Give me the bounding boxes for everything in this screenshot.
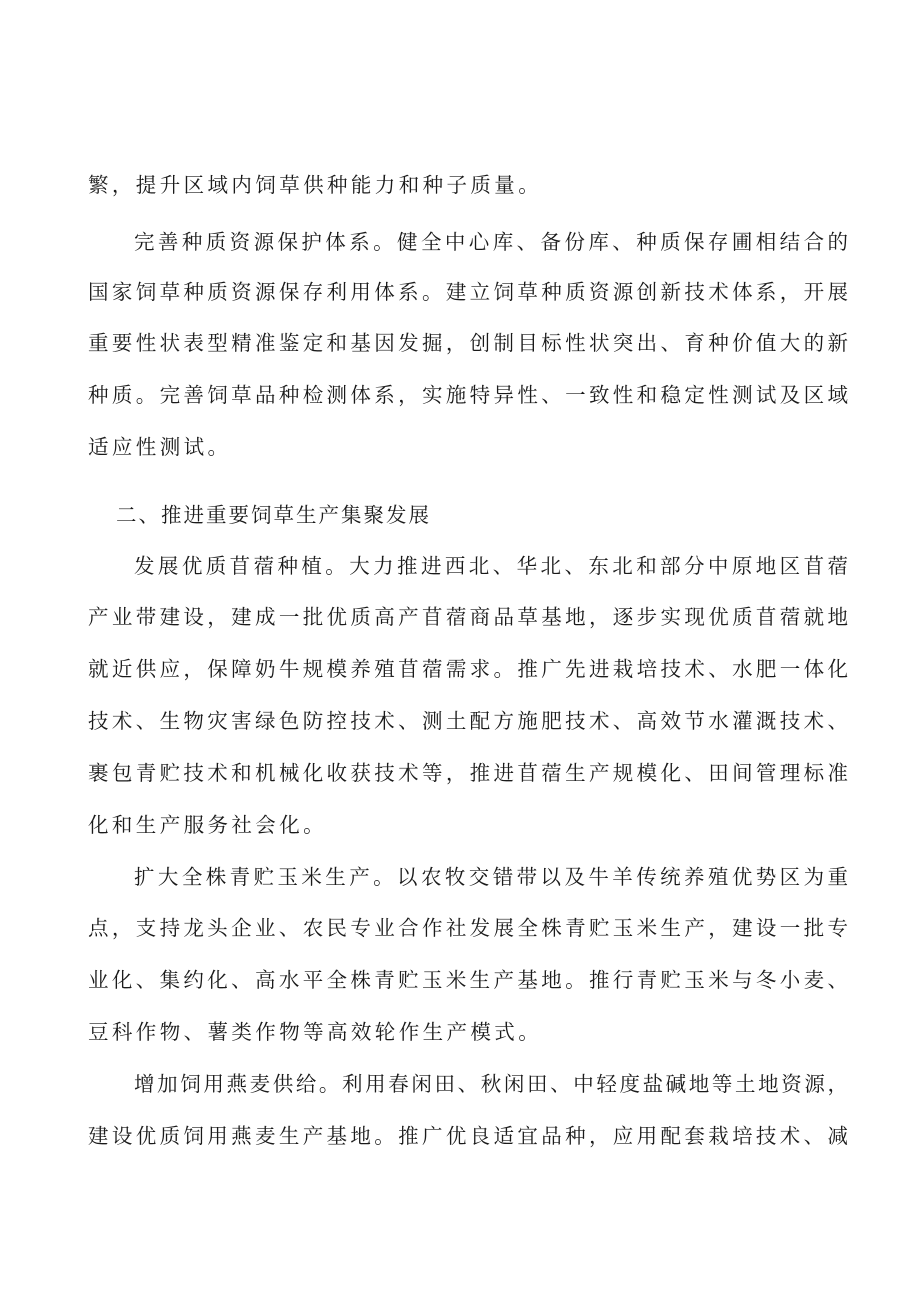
paragraph-line: 化和生产服务社会化。 (88, 813, 327, 837)
paragraph-line: 国家饲草种质资源保存利用体系。建立饲草种质资源创新技术体系，开展 (88, 280, 848, 304)
paragraph-line: 裹包青贮技术和机械化收获技术等，推进苜蓿生产规模化、田间管理标准 (88, 761, 848, 785)
paragraph-line: 发展优质苜蓿种植。大力推进西北、华北、东北和部分中原地区苜蓿 (134, 554, 848, 578)
paragraph-line: 完善种质资源保护体系。健全中心库、备份库、种质保存圃相结合的 (134, 230, 848, 254)
section-heading: 二、推进重要饲草生产集聚发展 (116, 503, 431, 527)
paragraph-line: 增加饲用燕麦供给。利用春闲田、秋闲田、中轻度盐碱地等土地资源， (134, 1072, 848, 1096)
paragraph-line: 点，支持龙头企业、农民专业合作社发展全株青贮玉米生产，建设一批专 (88, 916, 848, 940)
paragraph-line: 适应性测试。 (88, 435, 232, 459)
paragraph-line: 就近供应，保障奶牛规模养殖苜蓿需求。推广先进栽培技术、水肥一体化 (88, 657, 848, 681)
paragraph-line: 技术、生物灾害绿色防控技术、测土配方施肥技术、高效节水灌溉技术、 (88, 709, 848, 733)
paragraph-line: 建设优质饲用燕麦生产基地。推广优良适宜品种，应用配套栽培技术、减 (88, 1124, 848, 1148)
paragraph-line: 繁，提升区域内饲草供种能力和种子质量。 (88, 173, 543, 197)
paragraph-line: 产业带建设，建成一批优质高产苜蓿商品草基地，逐步实现优质苜蓿就地 (88, 605, 848, 629)
paragraph-line: 扩大全株青贮玉米生产。以农牧交错带以及牛羊传统养殖优势区为重 (134, 865, 848, 889)
paragraph-line: 业化、集约化、高水平全株青贮玉米生产基地。推行青贮玉米与冬小麦、 (88, 968, 848, 992)
paragraph-line: 种质。完善饲草品种检测体系，实施特异性、一致性和稳定性测试及区域 (88, 383, 848, 407)
paragraph-line: 重要性状表型精准鉴定和基因发掘，创制目标性状突出、育种价值大的新 (88, 331, 848, 355)
paragraph-line: 豆科作物、薯类作物等高效轮作生产模式。 (88, 1020, 543, 1044)
